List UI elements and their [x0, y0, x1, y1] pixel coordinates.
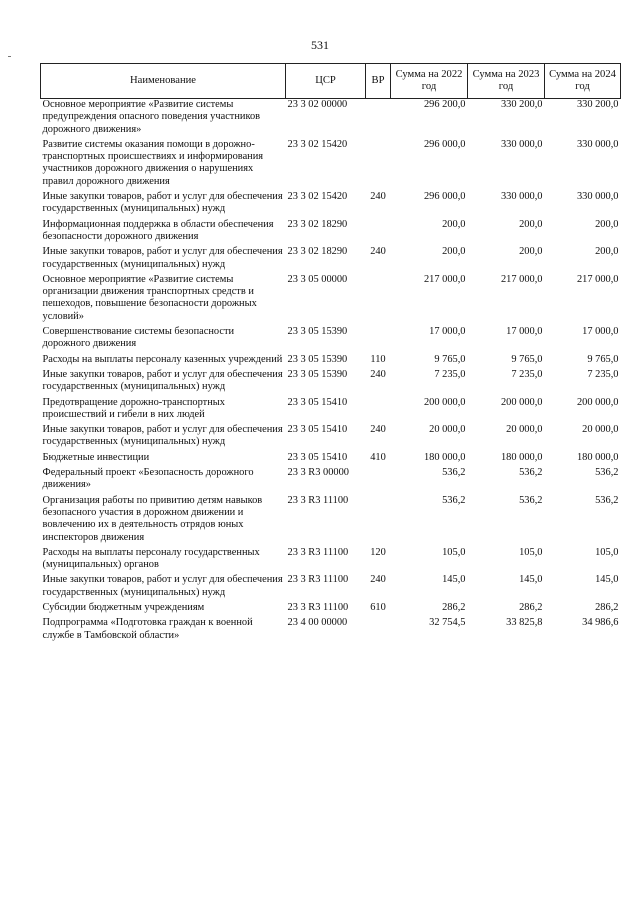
- row-vr: 240: [370, 424, 386, 436]
- row-name: Информационная поддержка в области обеспечения безопасности дорожного движения: [42, 218, 274, 242]
- table-row: [41, 274, 621, 326]
- row-vr: [366, 219, 391, 247]
- row-csr: 23 3 02 00000: [287, 99, 348, 110]
- row-sum-2023: 105,0: [519, 546, 543, 558]
- table-row: [41, 467, 621, 495]
- row-sum-2023: 9 765,0: [511, 353, 543, 365]
- table-row: [41, 617, 621, 645]
- row-name: Совершенствование системы безопасности дорожного движения: [42, 326, 235, 350]
- row-sum-2023: 200,0: [519, 218, 543, 230]
- margin-mark: [8, 56, 11, 57]
- row-sum-2024: 180 000,0: [576, 451, 619, 463]
- table-row: [41, 326, 621, 354]
- row-sum-2024: 330 200,0: [576, 99, 619, 110]
- row-csr: 23 3 05 15410: [287, 396, 348, 408]
- row-sum-2022: 32 754,5: [429, 617, 466, 629]
- row-sum-2022: 17 000,0: [429, 326, 466, 338]
- row-sum-2024: 105,0: [595, 546, 619, 558]
- row-csr: 23 3 05 15410: [287, 424, 348, 436]
- row-sum-2022: 105,0: [442, 546, 466, 558]
- row-sum-2022: 217 000,0: [423, 273, 466, 285]
- row-vr: 110: [370, 353, 386, 365]
- row-sum-2023: 200 000,0: [500, 396, 543, 408]
- row-vr: [366, 326, 391, 354]
- row-name: Расходы на выплаты персоналу государственных (муниципальных) органов: [42, 546, 260, 571]
- row-csr: 23 3 02 18290: [287, 218, 348, 230]
- table-row: [41, 139, 621, 191]
- row-vr: 240: [370, 191, 386, 203]
- row-csr: 23 3 R3 11100: [287, 601, 349, 613]
- row-sum-2024: 7 235,0: [587, 368, 619, 380]
- table-header-row: [41, 64, 621, 99]
- row-name: Расходы на выплаты персоналу казенных учреждений: [42, 353, 283, 365]
- row-sum-2022: 200 000,0: [423, 396, 466, 408]
- row-sum-2022: 296 000,0: [423, 138, 466, 150]
- row-name: Организация работы по привитию детям навыков безопасного участия в дорожном движении и вовлечению их в деятельность отрядов юных инспекторов движения: [42, 494, 263, 543]
- row-vr: 240: [370, 574, 386, 586]
- row-sum-2024: 17 000,0: [582, 326, 619, 338]
- row-csr: 23 3 05 15390: [287, 353, 348, 365]
- column-header-2022: Сумма на 2022 год: [391, 64, 468, 99]
- row-vr: 410: [370, 451, 386, 463]
- row-sum-2022: 20 000,0: [429, 424, 466, 436]
- row-csr: 23 3 R3 11100: [287, 494, 349, 506]
- row-name: Иные закупки товаров, работ и услуг для обеспечения государственных (муниципальных) нужд: [42, 424, 283, 448]
- row-sum-2022: 536,2: [442, 494, 466, 506]
- row-sum-2024: 9 765,0: [587, 353, 619, 365]
- row-sum-2023: 536,2: [519, 467, 543, 479]
- row-sum-2023: 330 000,0: [500, 138, 543, 150]
- row-name: Основное мероприятие «Развитие системы организации движения транспортных средств и пешеходов, повышение безопасности дорожных условий»: [42, 273, 257, 322]
- row-csr: 23 3 02 15420: [287, 138, 348, 150]
- table-row: [41, 219, 621, 247]
- row-sum-2024: 34 986,6: [582, 617, 619, 629]
- row-sum-2024: 20 000,0: [582, 424, 619, 436]
- page-number: 531: [311, 38, 329, 52]
- row-sum-2022: 296 200,0: [423, 99, 466, 110]
- row-name: Субсидии бюджетным учреждениям: [42, 601, 205, 613]
- row-sum-2024: 145,0: [595, 574, 619, 586]
- row-sum-2023: 20 000,0: [506, 424, 543, 436]
- table-row: [41, 99, 621, 139]
- row-sum-2023: 217 000,0: [500, 273, 543, 285]
- row-name: Иные закупки товаров, работ и услуг для обеспечения государственных (муниципальных) нужд: [42, 574, 283, 598]
- row-name: Развитие системы оказания помощи в дорожно-транспортных происшествиях и информирования участников дорожного движения о нарушениях правил дорожного движения: [42, 138, 264, 187]
- row-name: Иные закупки товаров, работ и услуг для обеспечения государственных (муниципальных) нужд: [42, 368, 283, 393]
- row-csr: 23 3 R3 00000: [287, 467, 349, 479]
- row-sum-2022: 536,2: [442, 467, 466, 479]
- row-sum-2023: 330 000,0: [500, 191, 543, 203]
- table-row: [41, 547, 621, 575]
- row-sum-2024: 200 000,0: [576, 396, 619, 408]
- row-name: Бюджетные инвестиции: [42, 451, 150, 463]
- row-sum-2023: 7 235,0: [511, 368, 543, 380]
- table-row: [41, 191, 621, 219]
- table-row: [41, 424, 621, 452]
- table-row: [41, 452, 621, 467]
- row-sum-2023: 17 000,0: [506, 326, 543, 338]
- row-vr: [366, 274, 391, 326]
- row-sum-2023: 33 825,8: [506, 617, 543, 629]
- row-csr: 23 3 05 15390: [287, 368, 348, 380]
- row-sum-2022: 180 000,0: [423, 451, 466, 463]
- row-csr: 23 3 R3 11100: [287, 574, 349, 586]
- row-sum-2024: 536,2: [595, 494, 619, 506]
- row-csr: 23 3 R3 11100: [287, 546, 349, 558]
- column-header-2024: Сумма на 2024 год: [545, 64, 621, 99]
- table-row: [41, 369, 621, 397]
- row-csr: 23 3 05 00000: [287, 273, 348, 285]
- row-sum-2024: 330 000,0: [576, 191, 619, 203]
- row-sum-2022: 9 765,0: [434, 353, 466, 365]
- column-header-csr: ЦСР: [286, 64, 366, 99]
- row-vr: [366, 495, 391, 547]
- table-row: [41, 602, 621, 617]
- row-csr: 23 3 05 15410: [287, 451, 348, 463]
- row-sum-2022: 145,0: [442, 574, 466, 586]
- row-vr: 240: [370, 246, 386, 258]
- row-name: Иные закупки товаров, работ и услуг для обеспечения государственных (муниципальных) нужд: [42, 191, 283, 215]
- row-sum-2022: 200,0: [442, 218, 466, 230]
- row-vr: 240: [370, 368, 386, 380]
- row-vr: 610: [370, 601, 386, 613]
- row-sum-2022: 200,0: [442, 246, 466, 258]
- row-sum-2024: 200,0: [595, 218, 619, 230]
- row-csr: 23 4 00 00000: [287, 617, 348, 629]
- row-sum-2024: 217 000,0: [576, 273, 619, 285]
- column-header-2023: Сумма на 2023 год: [468, 64, 545, 99]
- row-sum-2023: 330 200,0: [500, 99, 543, 110]
- row-name: Иные закупки товаров, работ и услуг для обеспечения государственных (муниципальных) нужд: [42, 246, 283, 270]
- row-csr: 23 3 02 15420: [287, 191, 348, 203]
- budget-table: [40, 63, 621, 645]
- row-sum-2024: 330 000,0: [576, 138, 619, 150]
- row-name: Основное мероприятие «Развитие системы предупреждения опасного поведения участников дорожного движения»: [42, 99, 261, 135]
- row-csr: 23 3 05 15390: [287, 326, 348, 338]
- row-sum-2022: 296 000,0: [423, 191, 466, 203]
- row-csr: 23 3 02 18290: [287, 246, 348, 258]
- row-sum-2023: 200,0: [519, 246, 543, 258]
- row-sum-2024: 200,0: [595, 246, 619, 258]
- column-header-name: Наименование: [41, 64, 286, 99]
- row-sum-2023: 536,2: [519, 494, 543, 506]
- row-sum-2024: 536,2: [595, 467, 619, 479]
- row-sum-2022: 7 235,0: [434, 368, 466, 380]
- column-header-vr: ВР: [366, 64, 391, 99]
- table-row: [41, 246, 621, 274]
- row-sum-2023: 286,2: [519, 601, 543, 613]
- table-row: [41, 495, 621, 547]
- row-vr: [366, 397, 391, 425]
- row-vr: 120: [370, 546, 386, 558]
- row-name: Предотвращение дорожно-транспортных происшествий и гибели в них людей: [42, 396, 225, 420]
- table-row: [41, 397, 621, 425]
- row-vr: [366, 99, 391, 139]
- row-vr: [366, 617, 391, 645]
- table-row: [41, 354, 621, 369]
- row-name: Федеральный проект «Безопасность дорожного движения»: [42, 467, 254, 491]
- row-vr: [366, 139, 391, 191]
- table-row: [41, 574, 621, 602]
- row-vr: [366, 467, 391, 495]
- row-sum-2023: 145,0: [519, 574, 543, 586]
- row-sum-2024: 286,2: [595, 601, 619, 613]
- row-sum-2022: 286,2: [442, 601, 466, 613]
- row-sum-2023: 180 000,0: [500, 451, 543, 463]
- row-name: Подпрограмма «Подготовка граждан к военной службе в Тамбовской области»: [42, 617, 253, 641]
